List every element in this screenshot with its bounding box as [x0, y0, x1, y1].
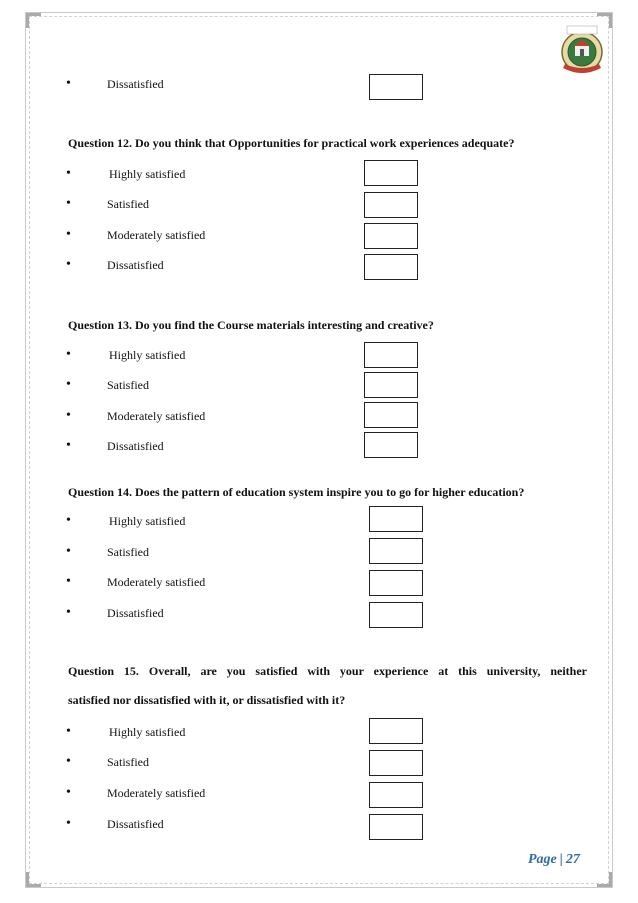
page-number: 27 [565, 852, 580, 867]
option-label: Highly satisfied [109, 348, 186, 362]
answer-checkbox[interactable] [369, 74, 423, 100]
answer-checkbox[interactable] [364, 254, 418, 280]
page-footer [528, 852, 580, 868]
answer-checkbox[interactable] [364, 192, 418, 218]
answer-checkbox[interactable] [369, 718, 423, 744]
border-corner [26, 13, 41, 28]
option-label: Moderately satisfied [107, 409, 206, 423]
bullet-icon: • [66, 816, 71, 831]
answer-checkbox[interactable] [364, 223, 418, 249]
option-label: Moderately satisfied [107, 786, 206, 800]
option-label: Satisfied [107, 197, 149, 211]
answer-checkbox[interactable] [369, 602, 423, 628]
option-label: Highly satisfied [109, 167, 186, 181]
option-label: Dissatisfied [107, 606, 164, 620]
bullet-icon: • [66, 257, 71, 272]
bullet-icon: • [66, 347, 71, 362]
option-label: Highly satisfied [109, 514, 186, 528]
option-label: Satisfied [107, 378, 149, 392]
university-logo [555, 22, 609, 76]
footer-label: Page [528, 852, 557, 867]
border-corner [597, 872, 612, 887]
answer-checkbox[interactable] [369, 538, 423, 564]
bullet-icon: • [66, 574, 71, 589]
bullet-icon: • [66, 724, 71, 739]
bullet-icon: • [66, 166, 71, 181]
footer-separator: | [559, 852, 563, 867]
answer-checkbox[interactable] [369, 570, 423, 596]
bullet-icon: • [66, 785, 71, 800]
border-corner [26, 872, 41, 887]
bullet-icon: • [66, 76, 71, 91]
answer-checkbox[interactable] [369, 750, 423, 776]
bullet-icon: • [66, 513, 71, 528]
answer-checkbox[interactable] [369, 814, 423, 840]
option-label: Satisfied [107, 755, 149, 769]
bullet-icon: • [66, 408, 71, 423]
answer-checkbox[interactable] [364, 342, 418, 368]
bullet-icon: • [66, 196, 71, 211]
answer-checkbox[interactable] [364, 402, 418, 428]
option-label: Moderately satisfied [107, 575, 206, 589]
answer-checkbox[interactable] [369, 782, 423, 808]
question-12-text: Question 12. Do you think that Opportunities for practical work experiences adequate? [68, 136, 515, 150]
option-label: Moderately satisfied [107, 228, 206, 242]
bullet-icon: • [66, 544, 71, 559]
question-13-text: Question 13. Do you find the Course materials interesting and creative? [68, 318, 434, 332]
answer-checkbox[interactable] [364, 160, 418, 186]
option-label: Satisfied [107, 545, 149, 559]
answer-checkbox[interactable] [364, 372, 418, 398]
option-label: Dissatisfied [107, 77, 164, 91]
bullet-icon: • [66, 377, 71, 392]
option-label: Dissatisfied [107, 817, 164, 831]
bullet-icon: • [66, 754, 71, 769]
bullet-icon: • [66, 438, 71, 453]
bullet-icon: • [66, 605, 71, 620]
option-label: Dissatisfied [107, 258, 164, 272]
question-15-text-line1: Question 15. Overall, are you satisfied with your experience at this university, neither [68, 664, 587, 678]
option-label: Highly satisfied [109, 725, 186, 739]
bullet-icon: • [66, 227, 71, 242]
option-label: Dissatisfied [107, 439, 164, 453]
question-15-text-line2: satisfied nor dissatisfied with it, or dissatisfied with it? [68, 693, 346, 707]
answer-checkbox[interactable] [364, 432, 418, 458]
question-14-text: Question 14. Does the pattern of education system inspire you to go for higher education? [68, 485, 525, 499]
answer-checkbox[interactable] [369, 506, 423, 532]
